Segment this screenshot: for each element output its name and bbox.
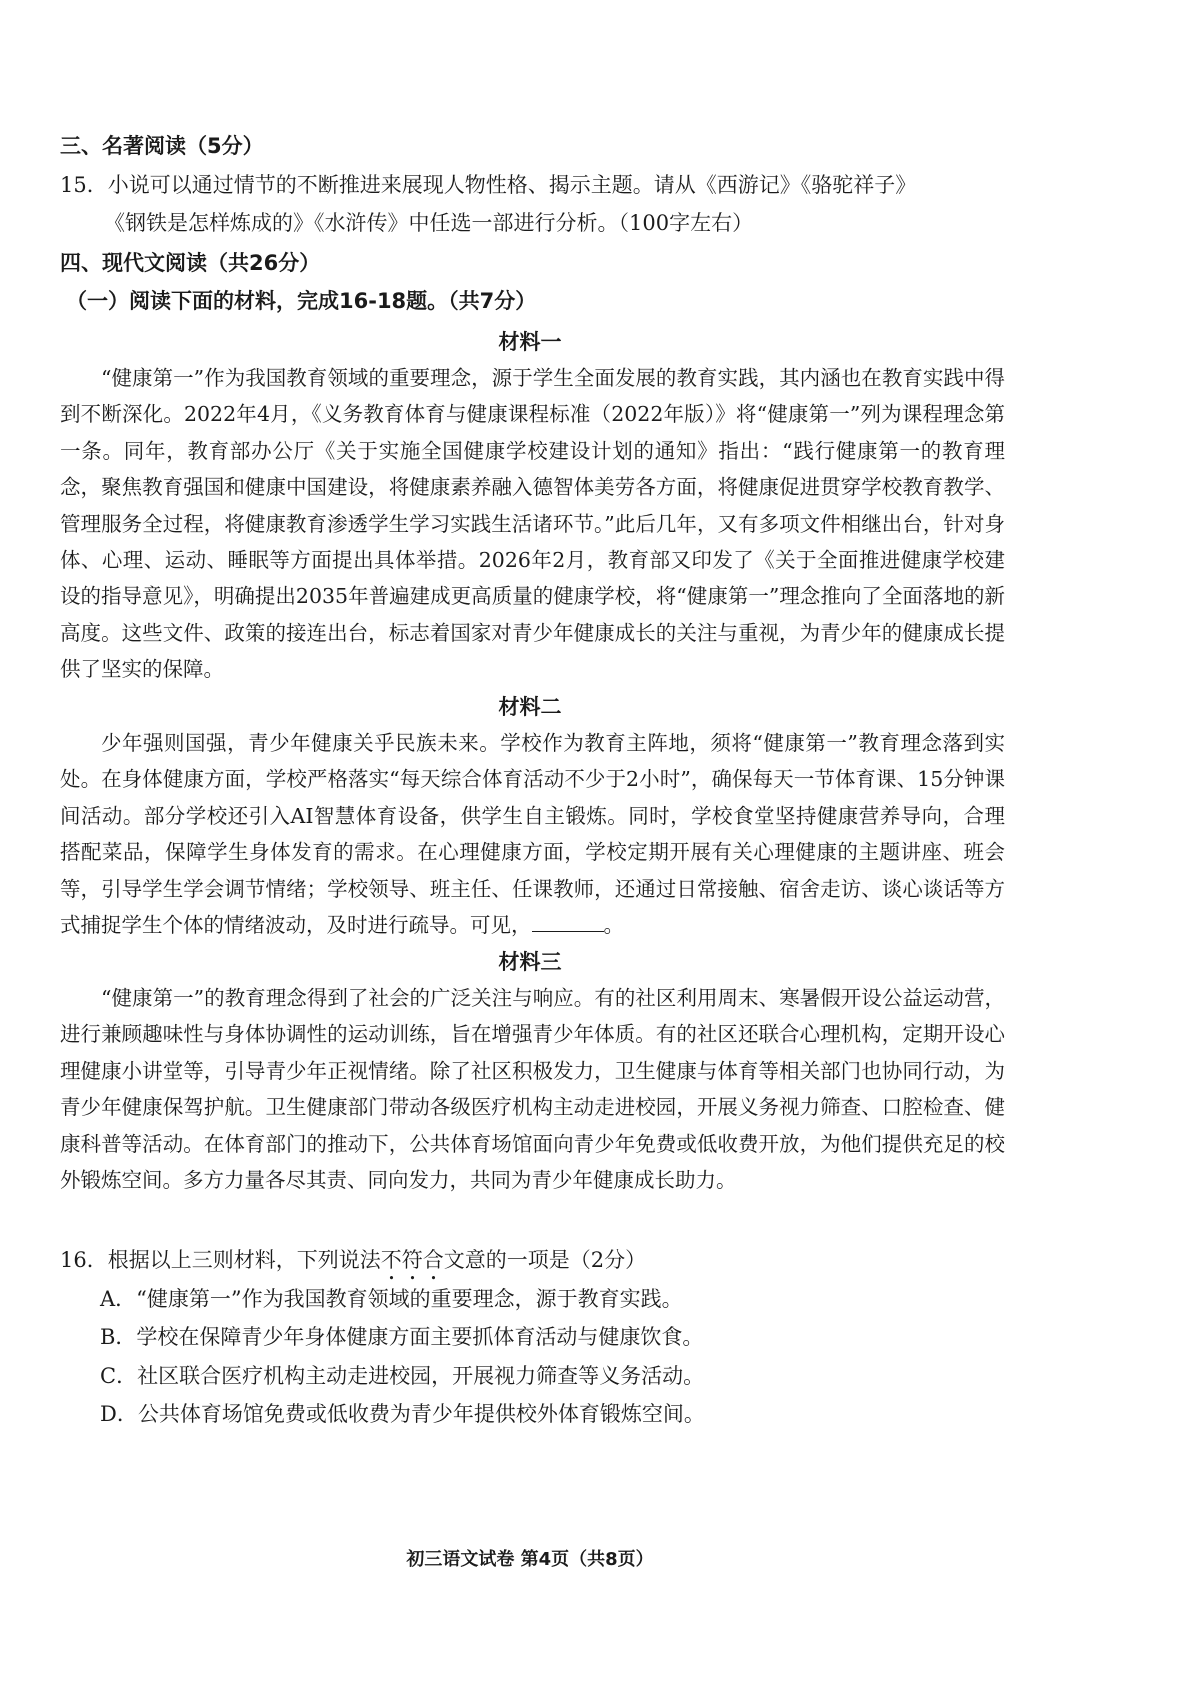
section3-heading: 三、名著阅读（5分） [60,134,264,158]
material1-text: “健康第一”作为我国教育领域的重要理念，源于学生全面发展的教育实践，其内涵也在教育实践中得到不断深化。2022年4月，《义务教育体育与健康课程标准（2022年版）》将“健康第一”列为课程理念第一条。同年，教育部办公厅《关于实施全国健康学校建设计划的通知》指出：“践行健康第一的教育理念，聚焦教育强国和健康中国建设，将健康素养融入德智体美劳各方面，将健康促进贯穿学校教育教学、管理服务全过程，将健康教育渗透学生学习实践生活诸环节。”此后几年，又有多项文件相继出台，针对身体、心理、运动、睡眠等方面提出具体举措。2026年2月，教育部又印发了《关于全面推进健康学校建设的指导意见》，明确提出2035年普遍建成更高质量的健康学校，将“健康第一”理念推向了全面落地的新高度。这些文件、政策的接连出台，标志着国家对青少年健康成长的关注与重视，为青少年的健康成长提供了坚实的保障。 [60,366,1005,682]
option-b: B．学校在保障青少年身体健康方面主要抓体育活动与健康饮食。 [100,1325,704,1349]
page-footer: 初三语文试卷 第4页（共8页） [406,1549,654,1570]
question-15-line2: 《钢铁是怎样炼成的》《水浒传》中任选一部进行分析。（100字左右） [104,211,754,235]
material1-title: 材料一 [498,330,562,354]
material2-body: 少年强则国强，青少年健康关乎民族未来。学校作为教育主阵地，须将“健康第一”教育理念落到实处。在身体健康方面，学校严格落实“每天综合体育活动不少于2小时”，确保每天一节体育课、15分钟课间活动。部分学校还引入AI智慧体育设备，供学生自主锻炼。同时，学校食堂坚持健康营养导向，合理搭配菜品，保障学生身体发育的需求。在心理健康方面，学校定期开展有关心理健康的主题讲座、班会等，引导学生学会调节情绪；学校领导、班主任、任课教师，还通过日常接触、宿舍走访、谈心谈话等方式捕捉学生个体的情绪波动，及时进行疏导。可见， [60,731,1005,938]
material2-title: 材料二 [498,695,562,719]
material2-text [60,725,1005,943]
q16-stem-part2: 文意的一项是（2分） [443,1248,647,1272]
section4-sub-heading: （一）阅读下面的材料，完成16-18题。（共7分） [66,289,537,313]
q16-emphasis: 不符合 [380,1248,444,1272]
q16-stem-part1: 16．根据以上三则材料，下列说法 [60,1248,381,1272]
section4-heading: 四、现代文阅读（共26分） [60,251,321,275]
question-16-stem [60,1246,646,1285]
option-c: C．社区联合医疗机构主动走进校园，开展视力筛查等义务活动。 [100,1364,705,1388]
question-15-line1: 15．小说可以通过情节的不断推进来展现人物性格、揭示主题。请从《西游记》《骆驼祥子》 [60,173,917,197]
fill-in-blank[interactable] [532,913,604,932]
material2-end: 。 [603,913,624,938]
material3-text: “健康第一”的教育理念得到了社会的广泛关注与响应。有的社区利用周末、寒暑假开设公益运动营，进行兼顾趣味性与身体协调性的运动训练，旨在增强青少年体质。有的社区还联合心理机构，定期开设心理健康小讲堂等，引导青少年正视情绪。除了社区积极发力，卫生健康与体育等相关部门也协同行动，为青少年健康保驾护航。卫生健康部门带动各级医疗机构主动走进校园，开展义务视力筛查、口腔检查、健康科普等活动。在体育部门的推动下，公共体育场馆面向青少年免费或低收费开放，为他们提供充足的校外锻炼空间。多方力量各尽其责、同向发力，共同为青少年健康成长助力。 [60,986,1005,1193]
material3-title: 材料三 [498,950,562,974]
option-a: A．“健康第一”作为我国教育领域的重要理念，源于教育实践。 [100,1287,683,1311]
option-d: D．公共体育场馆免费或低收费为青少年提供校外体育锻炼空间。 [100,1402,705,1426]
